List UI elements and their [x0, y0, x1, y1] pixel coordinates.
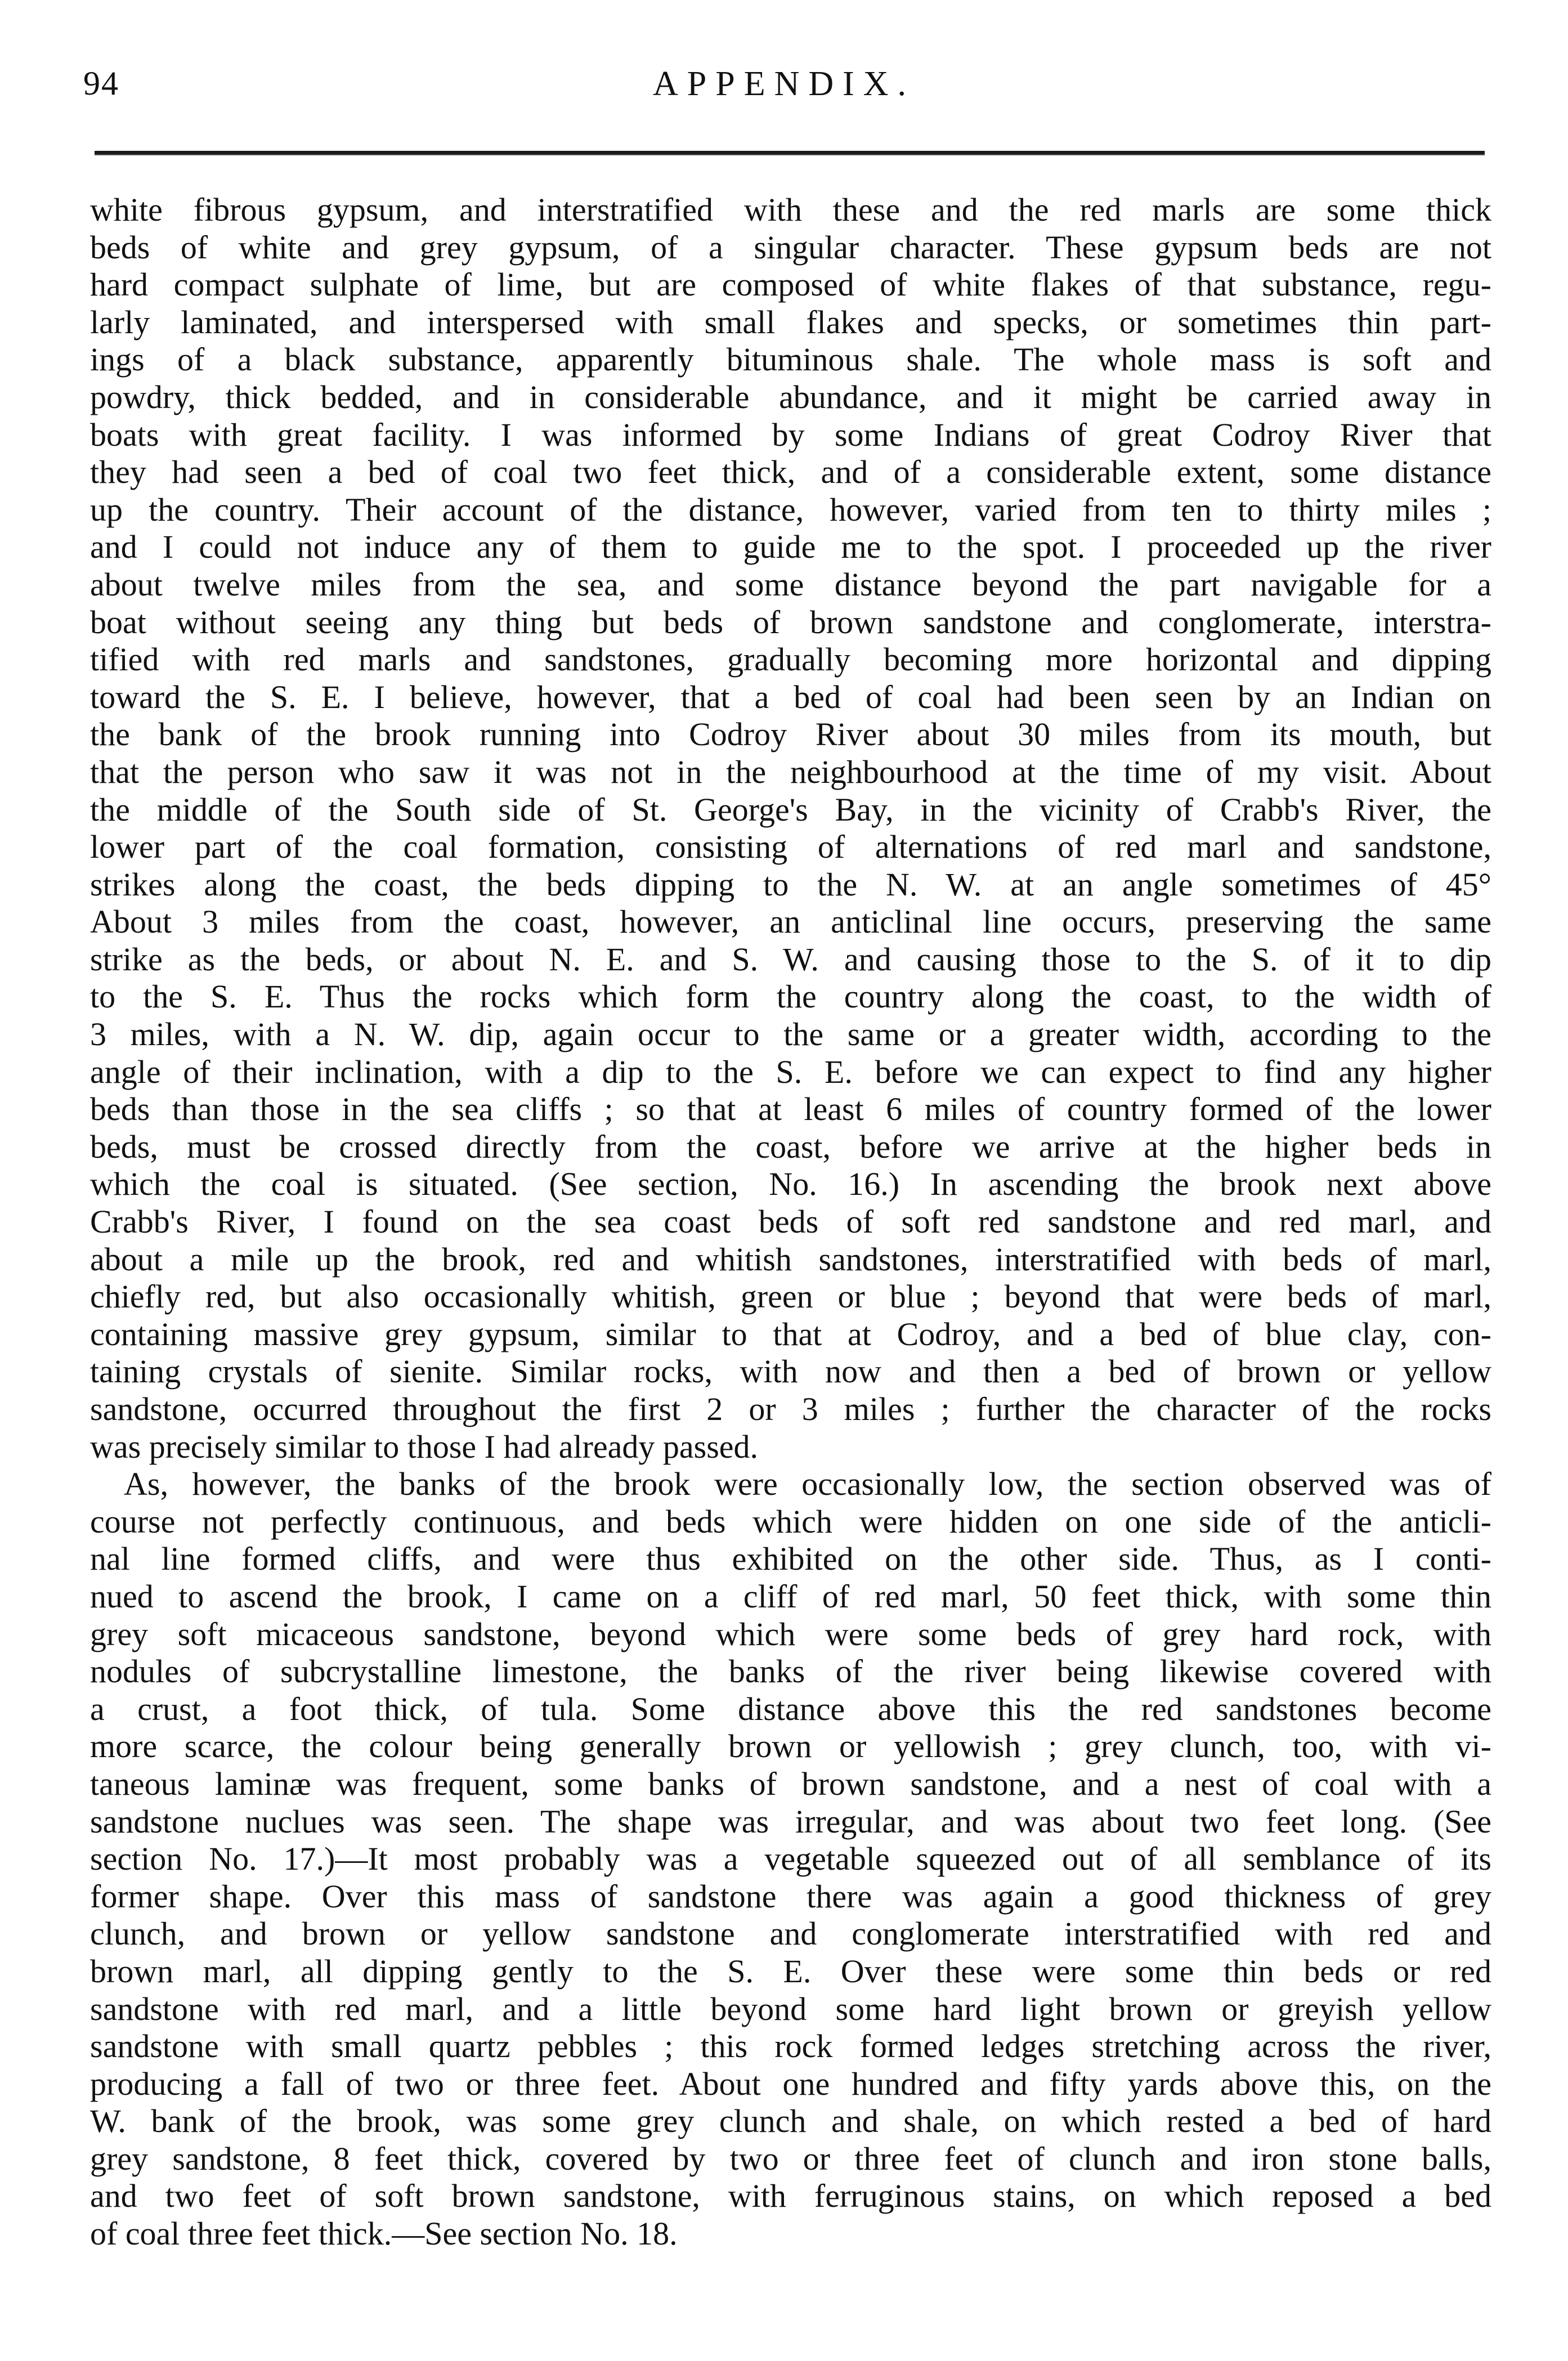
- text-line: which the coal is situated. (See section, No. 16.) In ascending the brook next above: [90, 1166, 1491, 1203]
- text-line: strike as the beds, or about N. E. and S. W. and causing those to the S. of it to dip: [90, 940, 1491, 978]
- body-text: [90, 191, 1491, 2253]
- text-line: and I could not induce any of them to guide me to the spot. I proceeded up the river: [90, 528, 1491, 566]
- text-line: beds than those in the sea cliffs ; so that at least 6 miles of country formed of the lower: [90, 1091, 1491, 1128]
- text-line: larly laminated, and interspersed with small flakes and specks, or sometimes thin part-: [90, 303, 1491, 341]
- text-line: strikes along the coast, the beds dipping to the N. W. at an angle sometimes of 45°: [90, 866, 1491, 903]
- text-line: sandstone with red marl, and a little beyond some hard light brown or greyish yellow: [90, 1990, 1491, 2027]
- text-line: containing massive grey gypsum, similar to that at Codroy, and a bed of blue clay, con-: [90, 1315, 1491, 1352]
- text-line: About 3 miles from the coast, however, an anticlinal line occurs, preserving the same: [90, 903, 1491, 940]
- text-line: up the country. Their account of the distance, however, varied from ten to thirty miles ;: [90, 491, 1491, 528]
- text-line: toward the S. E. I believe, however, that a bed of coal had been seen by an Indian on: [90, 678, 1491, 715]
- header-rule: [95, 151, 1485, 155]
- text-line: boat without seeing any thing but beds of brown sandstone and conglomerate, interstra-: [90, 603, 1491, 640]
- text-line: grey soft micaceous sandstone, beyond which were some beds of grey hard rock, with: [90, 1615, 1491, 1652]
- text-line: boats with great facility. I was informed by some Indians of great Codroy River that: [90, 416, 1491, 453]
- text-line: about twelve miles from the sea, and some distance beyond the part navigable for a: [90, 566, 1491, 603]
- paragraph-1: [90, 191, 1491, 1466]
- paragraph-2: [90, 1466, 1491, 2252]
- text-line: chiefly red, but also occasionally whitish, green or blue ; beyond that were beds of marl,: [90, 1278, 1491, 1315]
- text-line: As, however, the banks of the brook were occasionally low, the section observed was of: [124, 1466, 1491, 1503]
- text-line: beds of white and grey gypsum, of a singular character. These gypsum beds are not: [90, 229, 1491, 266]
- text-line: nued to ascend the brook, I came on a cliff of red marl, 50 feet thick, with some thin: [90, 1578, 1491, 1615]
- text-line: a crust, a foot thick, of tula. Some distance above this the red sandstones become: [90, 1690, 1491, 1727]
- text-line: Crabb's River, I found on the sea coast beds of soft red sandstone and red marl, and: [90, 1203, 1491, 1240]
- text-line: the middle of the South side of St. George's Bay, in the vicinity of Crabb's River, the: [90, 791, 1491, 828]
- text-line: that the person who saw it was not in the neighbourhood at the time of my visit. About: [90, 753, 1491, 790]
- text-line: lower part of the coal formation, consisting of alternations of red marl and sandstone,: [90, 828, 1491, 866]
- text-line: powdry, thick bedded, and in considerable abundance, and it might be carried away in: [90, 378, 1491, 415]
- text-line: taining crystals of sienite. Similar rocks, with now and then a bed of brown or yellow: [90, 1353, 1491, 1390]
- text-line: about a mile up the brook, red and whitish sandstones, interstratified with beds of marl,: [90, 1240, 1491, 1278]
- text-line: to the S. E. Thus the rocks which form the country along the coast, to the width of: [90, 978, 1491, 1015]
- text-line: brown marl, all dipping gently to the S. E. Over these were some thin beds or red: [90, 1952, 1491, 1990]
- text-line: sandstone, occurred throughout the first 2 or 3 miles ; further the character of the rocks: [90, 1391, 1491, 1427]
- text-line: more scarce, the colour being generally brown or yellowish ; grey clunch, too, with vi-: [90, 1728, 1491, 1765]
- text-line: producing a fall of two or three feet. About one hundred and fifty yards above this, on the: [90, 2065, 1491, 2102]
- text-line: of coal three feet thick.—See section No. 18.: [90, 2215, 678, 2252]
- text-line: was precisely similar to those I had already passed.: [90, 1428, 759, 1465]
- text-line: nal line formed cliffs, and were thus exhibited on the other side. Thus, as I conti-: [90, 1540, 1491, 1578]
- text-line: 3 miles, with a N. W. dip, again occur to the same or a greater width, according to the: [90, 1016, 1491, 1053]
- text-line: taneous laminæ was frequent, some banks of brown sandstone, and a nest of coal with a: [90, 1765, 1491, 1802]
- text-line: white fibrous gypsum, and interstratified with these and the red marls are some thick: [90, 191, 1491, 228]
- text-line: the bank of the brook running into Codroy River about 30 miles from its mouth, but: [90, 716, 1491, 753]
- text-line: beds, must be crossed directly from the coast, before we arrive at the higher beds in: [90, 1128, 1491, 1165]
- text-line: nodules of subcrystalline limestone, the banks of the river being likewise covered with: [90, 1653, 1491, 1690]
- text-line: clunch, and brown or yellow sandstone and conglomerate interstratified with red and: [90, 1915, 1491, 1952]
- text-line: ings of a black substance, apparently bituminous shale. The whole mass is soft and: [90, 341, 1491, 378]
- page-number: 94: [83, 65, 119, 102]
- text-line: sandstone with small quartz pebbles ; this rock formed ledges stretching across the river,: [90, 2028, 1491, 2065]
- text-line: tified with red marls and sandstones, gradually becoming more horizontal and dipping: [90, 641, 1491, 678]
- text-line: grey sandstone, 8 feet thick, covered by two or three feet of clunch and iron stone balls,: [90, 2140, 1491, 2177]
- text-line: sandstone nuclues was seen. The shape was irregular, and was about two feet long. (See: [90, 1803, 1491, 1840]
- text-line: former shape. Over this mass of sandstone there was again a good thickness of grey: [90, 1878, 1491, 1915]
- text-line: section No. 17.)—It most probably was a vegetable squeezed out of all semblance of its: [90, 1840, 1491, 1878]
- text-line: angle of their inclination, with a dip to the S. E. before we can expect to find any higher: [90, 1053, 1491, 1090]
- text-line: hard compact sulphate of lime, but are composed of white flakes of that substance, regu-: [90, 266, 1491, 303]
- text-line: W. bank of the brook, was some grey clunch and shale, on which rested a bed of hard: [90, 2103, 1491, 2140]
- text-line: they had seen a bed of coal two feet thick, and of a considerable extent, some distance: [90, 454, 1491, 491]
- text-line: course not perfectly continuous, and beds which were hidden on one side of the anticli-: [90, 1503, 1491, 1540]
- running-title: APPENDIX.: [652, 65, 916, 103]
- text-line: and two feet of soft brown sandstone, with ferruginous stains, on which reposed a bed: [90, 2178, 1491, 2215]
